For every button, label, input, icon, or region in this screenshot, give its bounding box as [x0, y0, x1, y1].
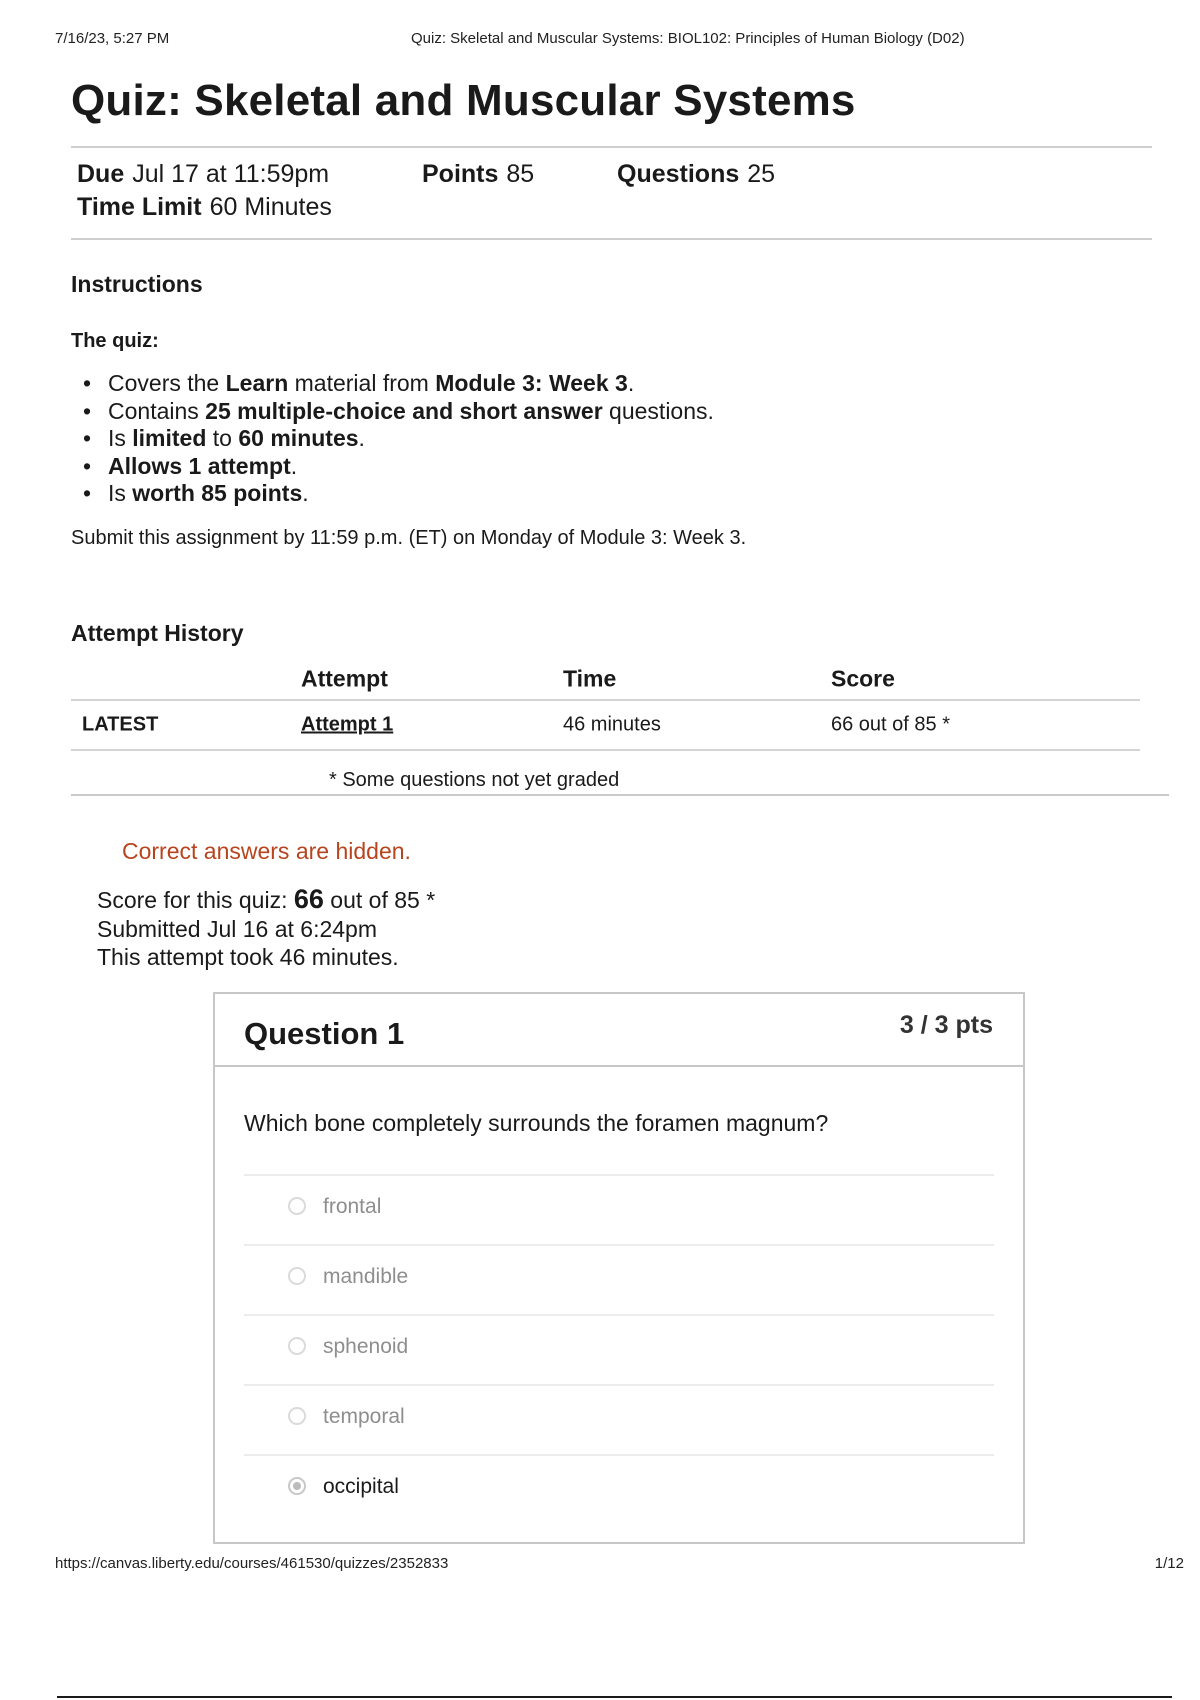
answer-label: sphenoid [323, 1335, 409, 1358]
print-page-number: 1/12 [1154, 1555, 1184, 1572]
submitted-line: Submitted Jul 16 at 6:24pm [97, 915, 377, 942]
answer-option-occipital[interactable] [244, 1454, 994, 1524]
quiz-questions [617, 160, 775, 189]
ungraded-footnote: * Some questions not yet graded [329, 769, 620, 791]
duration-line: This attempt took 46 minutes. [97, 944, 399, 970]
due-value: Jul 17 at 11:59pm [132, 160, 330, 188]
attempt-history-heading: Attempt History [71, 620, 244, 646]
question-text: Which bone completely surrounds the foramen magnum? [244, 1110, 829, 1136]
answers-hidden-notice: Correct answers are hidden. [122, 838, 411, 864]
answer-list [244, 1174, 994, 1524]
radio-unselected-icon[interactable] [288, 1267, 306, 1285]
answer-label: occipital [323, 1475, 399, 1498]
question-card [213, 992, 1025, 1544]
submit-note: Submit this assignment by 11:59 p.m. (ET) on Monday of Module 3: Week 3. [71, 527, 747, 549]
list-item: • Contains 25 multiple-choice and short answer questions. [108, 398, 714, 426]
print-footer-url: https://canvas.liberty.edu/courses/461530/quizzes/2352833 [55, 1555, 449, 1572]
divider [71, 238, 1152, 240]
latest-label: LATEST [82, 713, 159, 736]
divider [71, 146, 1152, 148]
question-header [215, 994, 1023, 1067]
list-item: • Allows 1 attempt. [108, 453, 714, 481]
quiz-points [422, 160, 534, 189]
answer-label: frontal [323, 1195, 382, 1218]
list-item: • Is worth 85 points. [108, 480, 714, 508]
print-datetime: 7/16/23, 5:27 PM [55, 30, 170, 47]
page-bottom-divider [57, 1696, 1172, 1698]
radio-unselected-icon[interactable] [288, 1197, 306, 1215]
table-row [71, 701, 1140, 751]
score-line: Score for this quiz: 66 out of 85 * [97, 884, 436, 914]
quiz-time-limit [77, 193, 332, 222]
instructions-heading: Instructions [71, 271, 203, 297]
radio-unselected-icon[interactable] [288, 1407, 306, 1425]
question-points: 3 / 3 pts [899, 1011, 993, 1039]
questions-label: Questions [617, 160, 740, 188]
questions-value: 25 [747, 160, 776, 188]
attempt-history-table [71, 659, 1140, 751]
list-item: • Is limited to 60 minutes. [108, 425, 714, 453]
quiz-score-summary [97, 885, 435, 972]
attempt-time: 46 minutes [563, 713, 661, 736]
answer-option-temporal[interactable] [244, 1384, 994, 1454]
question-title: Question 1 [244, 1016, 405, 1051]
due-label: Due [77, 160, 125, 188]
list-item: • Covers the Learn material from Module 3: Week 3. [108, 370, 714, 398]
column-header-score: Score [831, 665, 895, 692]
page-title: Quiz: Skeletal and Muscular Systems [71, 76, 856, 125]
points-label: Points [422, 160, 499, 188]
time-limit-label: Time Limit [77, 193, 202, 221]
answer-option-mandible[interactable] [244, 1244, 994, 1314]
attempt-score: 66 out of 85 * [831, 713, 950, 736]
radio-unselected-icon[interactable] [288, 1337, 306, 1355]
time-limit-value: 60 Minutes [209, 193, 332, 221]
column-header-time: Time [563, 665, 617, 692]
instructions-list [108, 370, 714, 508]
score-value: 66 [293, 884, 324, 914]
radio-selected-icon[interactable] [288, 1477, 306, 1495]
table-footnote-row [71, 751, 1169, 796]
answer-option-frontal[interactable] [244, 1174, 994, 1244]
quiz-due [77, 160, 329, 189]
table-header-row [71, 659, 1140, 701]
instructions-lead: The quiz: [71, 330, 159, 352]
attempt-1-link[interactable]: Attempt 1 [301, 713, 394, 736]
answer-label: temporal [323, 1405, 405, 1428]
points-value: 85 [506, 160, 535, 188]
answer-label: mandible [323, 1265, 409, 1288]
answer-option-sphenoid[interactable] [244, 1314, 994, 1384]
print-document-title: Quiz: Skeletal and Muscular Systems: BIOL102: Principles of Human Biology (D02) [411, 30, 965, 47]
column-header-attempt: Attempt [301, 665, 388, 692]
